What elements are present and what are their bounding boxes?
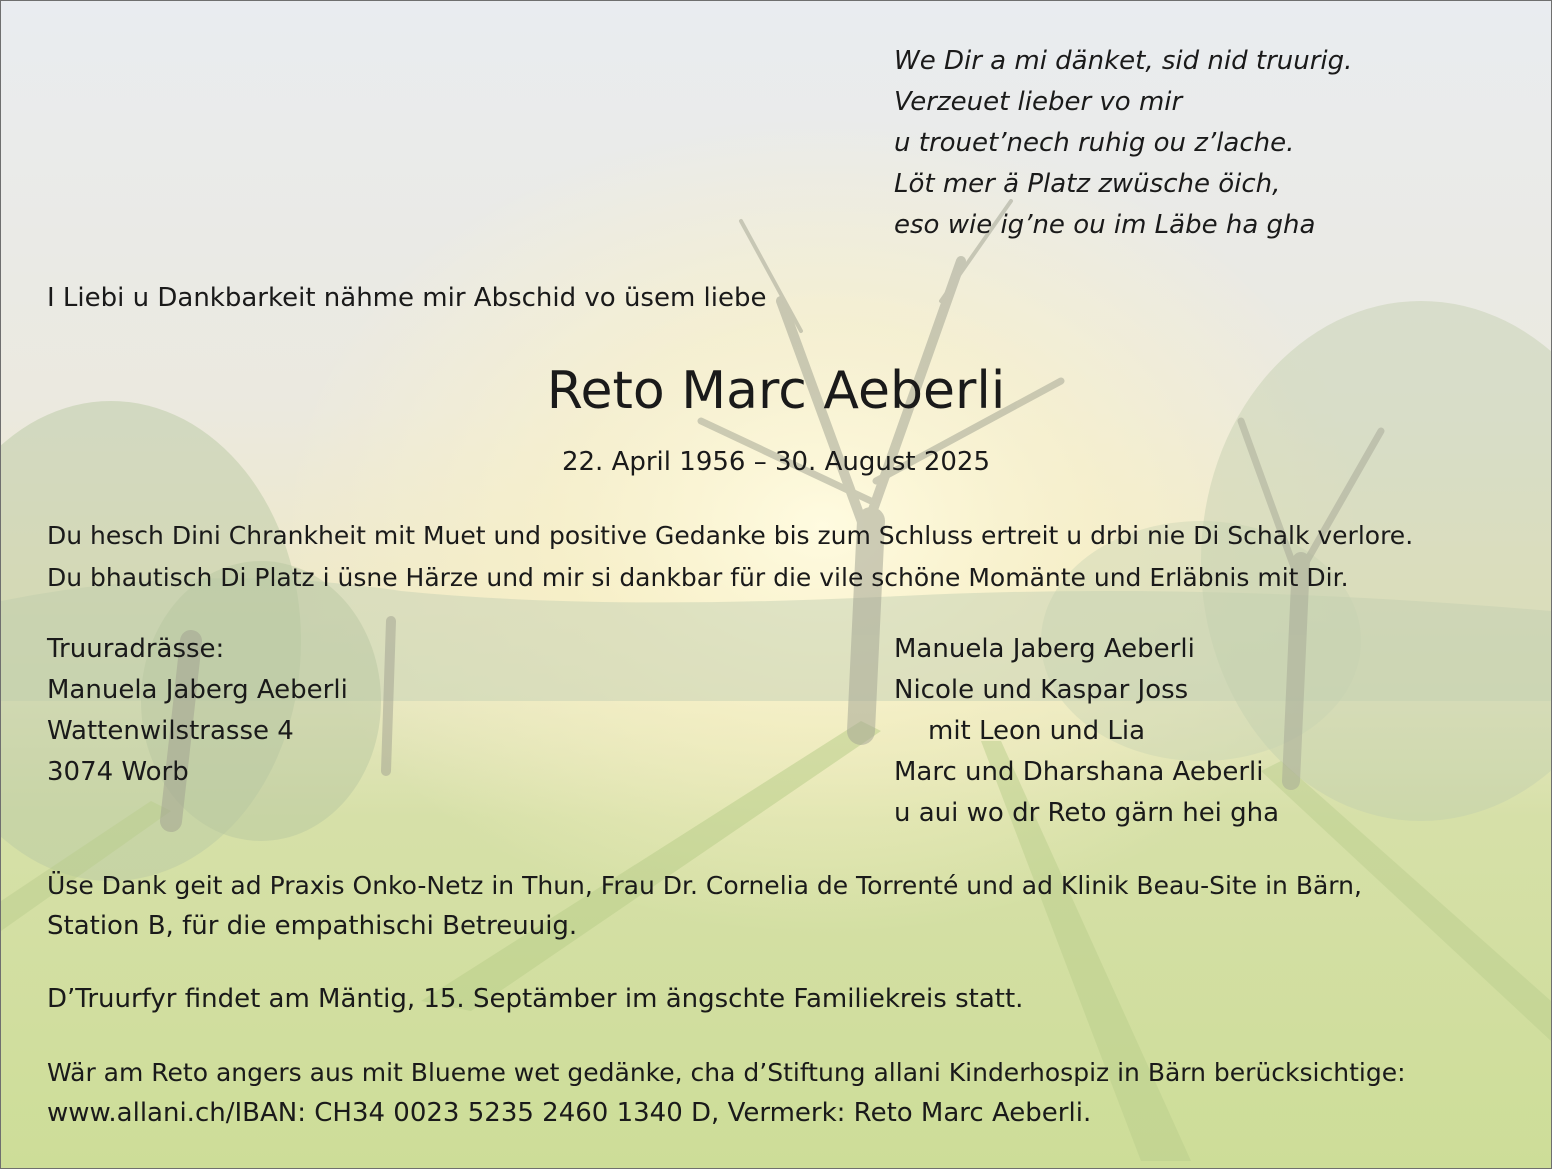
intro-text: I Liebi u Dankbarkeit nähme mir Abschid vo üsem liebe bbox=[47, 283, 767, 313]
ceremony-note: D’Truurfyr findet am Mäntig, 15. Septämber im ängschte Familiekreis statt. bbox=[47, 984, 1024, 1014]
poem-line: u trouet’nech ruhig ou z’lache. bbox=[894, 128, 1295, 158]
poem-line: We Dir a mi dänket, sid nid truurig. bbox=[894, 46, 1353, 76]
family-member: Manuela Jaberg Aeberli bbox=[894, 634, 1195, 664]
tribute-line: Du bhautisch Di Platz i üsne Härze und mir si dankbar für die vile schöne Momänte und Erläbnis mit Dir. bbox=[47, 563, 1349, 592]
life-dates: 22. April 1956 – 30. August 2025 bbox=[561, 447, 991, 477]
poem-line: eso wie ig’ne ou im Läbe ha gha bbox=[894, 210, 1316, 240]
address-line: Wattenwilstrasse 4 bbox=[47, 716, 294, 746]
address-label: Truuradrässe: bbox=[47, 634, 225, 664]
poem-line: Verzeuet lieber vo mir bbox=[894, 87, 1183, 117]
deceased-name: Reto Marc Aeberli bbox=[546, 361, 1006, 421]
family-member: mit Leon und Lia bbox=[928, 716, 1146, 746]
thanks-line: Üse Dank geit ad Praxis Onko-Netz in Thun, Frau Dr. Cornelia de Torrenté und ad Klinik Beau-Site in Bärn, bbox=[47, 871, 1362, 900]
family-member: Marc und Dharshana Aeberli bbox=[894, 757, 1264, 787]
tribute-line: Du hesch Dini Chrankheit mit Muet und positive Gedanke bis zum Schluss ertreit u drbi nie Di Schalk verlore. bbox=[47, 521, 1414, 550]
donation-line: Wär am Reto angers aus mit Blueme wet gedänke, cha d’Stiftung allani Kinderhospiz in Bärn berücksichtige: bbox=[47, 1058, 1406, 1087]
family-member: Nicole und Kaspar Joss bbox=[894, 675, 1189, 705]
thanks-line: Station B, für die empathischi Betreuuig. bbox=[47, 911, 578, 941]
donation-line: www.allani.ch/IBAN: CH34 0023 5235 2460 1340 D, Vermerk: Reto Marc Aeberli. bbox=[47, 1098, 1092, 1128]
family-member: u aui wo dr Reto gärn hei gha bbox=[894, 798, 1280, 828]
address-line: 3074 Worb bbox=[47, 757, 189, 787]
poem-line: Löt mer ä Platz zwüsche öich, bbox=[894, 169, 1281, 199]
address-line: Manuela Jaberg Aeberli bbox=[47, 675, 348, 705]
